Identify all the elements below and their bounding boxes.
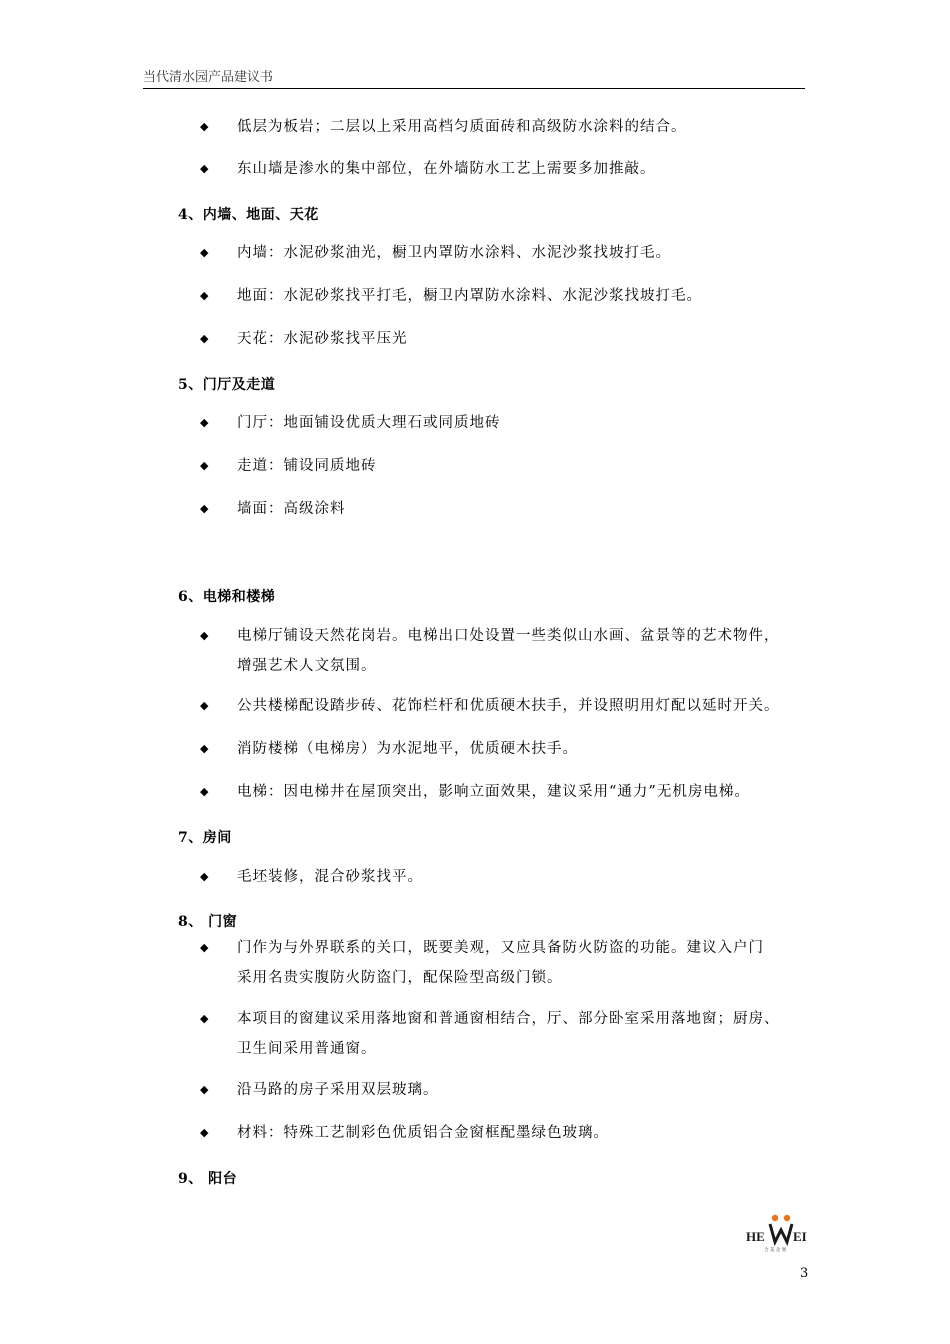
list-item: ◆ 地面：水泥砂浆找平打毛，橱卫内罩防水涂料、水泥沙浆找坡打毛。 — [200, 281, 820, 311]
hemei-logo — [744, 1214, 814, 1254]
diamond-bullet-icon: ◆ — [200, 1012, 209, 1025]
diamond-bullet-icon: ◆ — [200, 120, 209, 133]
section-heading: 6、电梯和楼梯 — [178, 589, 276, 605]
list-item: ◆ 毛坯装修，混合砂浆找平。 — [200, 862, 820, 892]
diamond-bullet-icon: ◆ — [200, 332, 209, 345]
diamond-bullet-icon: ◆ — [200, 629, 209, 642]
diamond-bullet-icon: ◆ — [200, 162, 209, 175]
list-item: ◆ 消防楼梯（电梯房）为水泥地平，优质硬木扶手。 — [200, 734, 820, 764]
list-item: ◆ 门厅：地面铺设优质大理石或同质地砖 — [200, 408, 820, 438]
list-item: ◆ 本项目的窗建议采用落地窗和普通窗相结合，厅、部分卧室采用落地窗；厨房、 卫生间采用普通窗。 — [200, 1004, 820, 1064]
svg-text:HE: HE — [746, 1229, 765, 1244]
diamond-bullet-icon: ◆ — [200, 246, 209, 259]
diamond-bullet-icon: ◆ — [200, 785, 209, 798]
diamond-bullet-icon: ◆ — [200, 1126, 209, 1139]
diamond-bullet-icon: ◆ — [200, 699, 209, 712]
diamond-bullet-icon: ◆ — [200, 459, 209, 472]
list-item: ◆ 门作为与外界联系的关口，既要美观，又应具备防火防盗的功能。建议入户门 采用名贵实腹防火防盗门，配保险型高级门锁。 — [200, 933, 820, 993]
svg-text:EI: EI — [793, 1229, 807, 1244]
diamond-bullet-icon: ◆ — [200, 870, 209, 883]
list-item: ◆ 东山墙是渗水的集中部位，在外墙防水工艺上需要多加推敲。 — [200, 154, 820, 184]
section-heading: 7、房间 — [178, 830, 232, 846]
svg-text:合 美 企 划: 合 美 企 划 — [764, 1248, 787, 1253]
section-heading: 8、 门窗 — [178, 914, 238, 930]
section-heading: 4、内墙、地面、天花 — [178, 207, 319, 223]
section-heading: 9、 阳台 — [178, 1171, 238, 1187]
list-item: ◆ 沿马路的房子采用双层玻璃。 — [200, 1075, 820, 1105]
list-item: ◆ 墙面：高级涂料 — [200, 494, 820, 524]
diamond-bullet-icon: ◆ — [200, 289, 209, 302]
diamond-bullet-icon: ◆ — [200, 416, 209, 429]
document-title: 当代清水园产品建议书 — [143, 70, 274, 85]
diamond-bullet-icon: ◆ — [200, 742, 209, 755]
list-item: ◆ 电梯：因电梯井在屋顶突出，影响立面效果，建议采用“通力”无机房电梯。 — [200, 777, 820, 807]
page-number: 3 — [800, 1266, 809, 1281]
list-item: ◆ 低层为板岩；二层以上采用高档匀质面砖和高级防水涂料的结合。 — [200, 112, 820, 142]
list-item: ◆ 走道：铺设同质地砖 — [200, 451, 820, 481]
list-item: ◆ 电梯厅铺设天然花岗岩。电梯出口处设置一些类似山水画、盆景等的艺术物件， 增强艺术人文氛围。 — [200, 621, 820, 681]
document-header — [143, 66, 805, 89]
list-item: ◆ 材料：特殊工艺制彩色优质铝合金窗框配墨绿色玻璃。 — [200, 1118, 820, 1148]
diamond-bullet-icon: ◆ — [200, 1083, 209, 1096]
list-item: ◆ 公共楼梯配设踏步砖、花饰栏杆和优质硬木扶手，并设照明用灯配以延时开关。 — [200, 691, 820, 721]
section-heading: 5、门厅及走道 — [178, 377, 276, 393]
list-item: ◆ 内墙：水泥砂浆油光，橱卫内罩防水涂料、水泥沙浆找坡打毛。 — [200, 238, 820, 268]
diamond-bullet-icon: ◆ — [200, 502, 209, 515]
diamond-bullet-icon: ◆ — [200, 941, 209, 954]
list-item: ◆ 天花：水泥砂浆找平压光 — [200, 324, 820, 354]
